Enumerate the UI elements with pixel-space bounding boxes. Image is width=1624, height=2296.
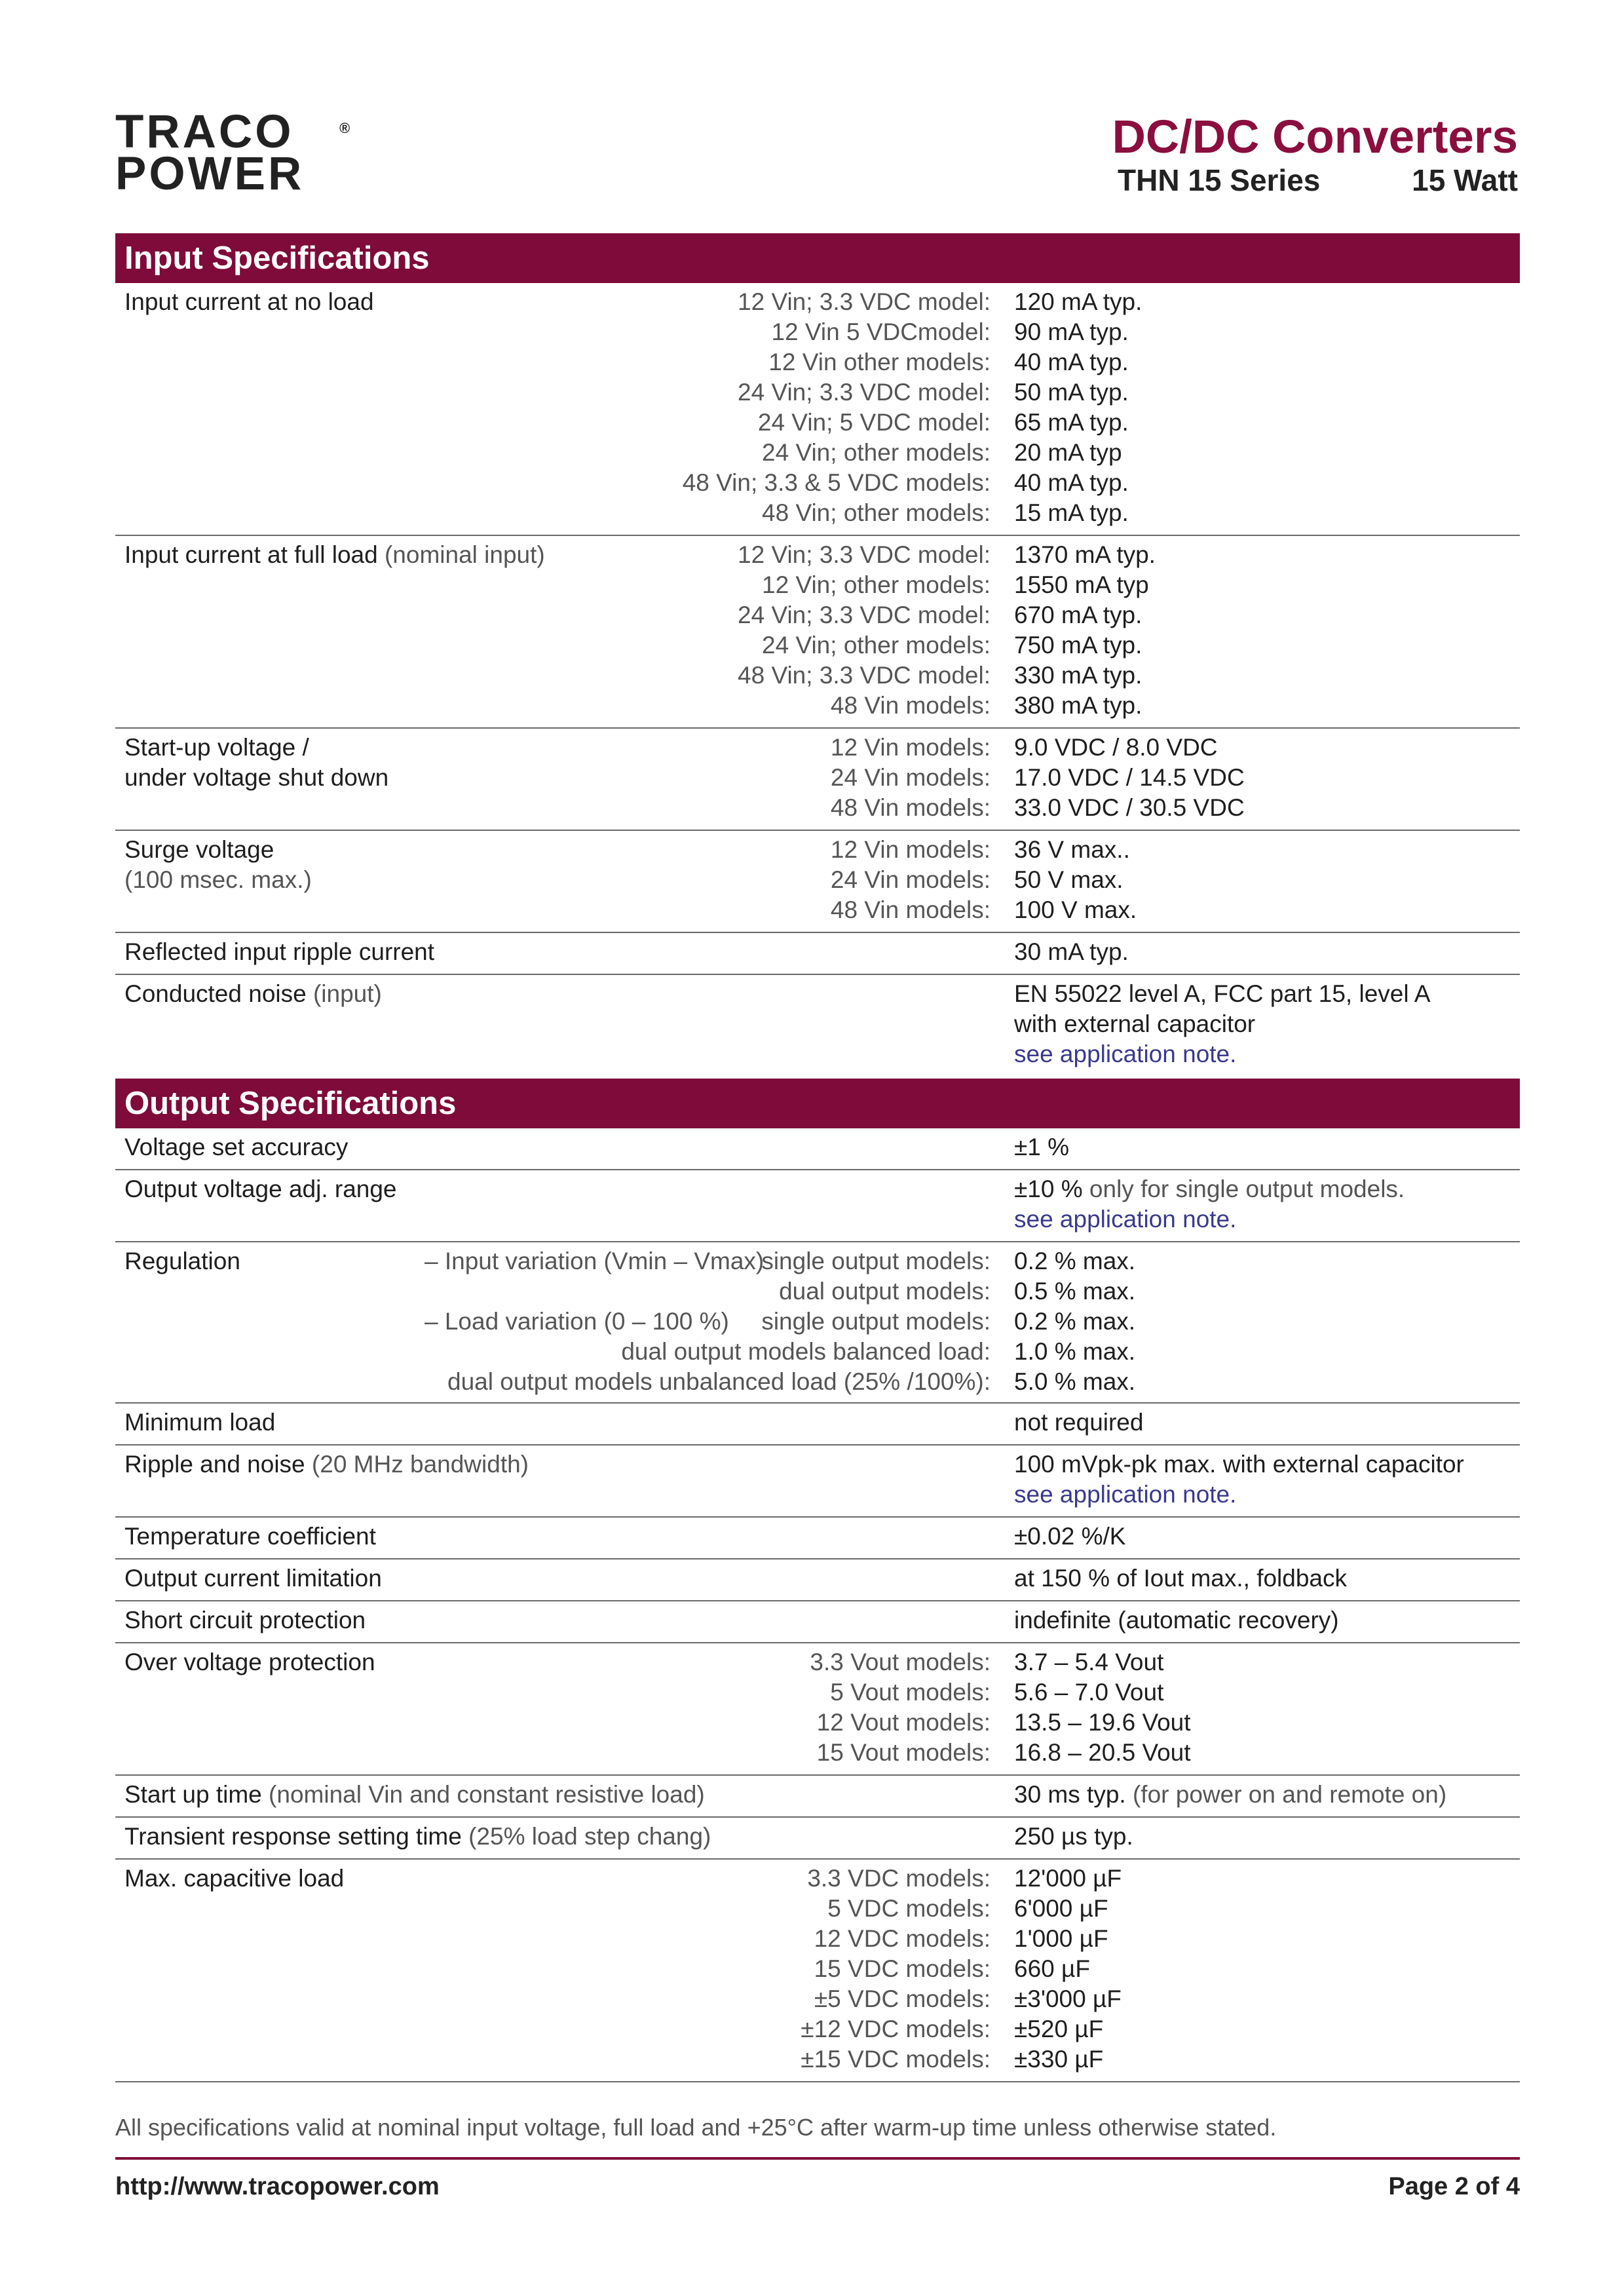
spec-values [1014, 287, 1142, 528]
label-note: (20 MHz bandwidth) [311, 1451, 529, 1478]
spec-label: Max. capacitive load [124, 1865, 345, 1892]
condition: 12 VDC models: [814, 1925, 991, 1952]
logo-line-2: POWER [115, 148, 305, 200]
output-spec-table [115, 1128, 1520, 2082]
value: 1550 mA typ [1014, 571, 1149, 598]
spec-label [124, 979, 382, 1009]
condition: 5 Vout models: [830, 1679, 991, 1706]
spec-label [124, 1822, 711, 1852]
spec-row-full-load [115, 536, 1520, 729]
spec-row-conducted-noise [115, 975, 1520, 1076]
spec-label [124, 540, 545, 570]
value: 5.0 % max. [1014, 1368, 1136, 1395]
spec-conditions [810, 1647, 991, 1768]
spec-label: Output voltage adj. range [124, 1176, 397, 1202]
value: 330 mA typ. [1014, 662, 1142, 689]
condition: ±15 VDC models: [801, 2046, 991, 2073]
spec-label [124, 835, 312, 895]
spec-values [1014, 1174, 1405, 1234]
footnote: All specifications valid at nominal input voltage, full load and +25°C after warm-up time unless otherwise stated. [115, 2114, 1277, 2141]
value: ±330 µF [1014, 2046, 1104, 2073]
label-text: Ripple and noise [124, 1451, 305, 1478]
spec-values [1014, 1449, 1464, 1510]
value-note: only for single output models. [1089, 1176, 1405, 1202]
spec-label: Voltage set accuracy [124, 1134, 349, 1160]
spec-row-reflected-ripple [115, 933, 1520, 975]
footer-divider [115, 2157, 1520, 2160]
condition: 3.3 Vout models: [810, 1649, 991, 1675]
spec-value: 250 µs typ. [1014, 1823, 1133, 1850]
label-line: Surge voltage [124, 836, 274, 863]
value: 20 mA typ [1014, 439, 1122, 466]
spec-row-short-circuit [115, 1601, 1520, 1643]
condition: 24 Vin; other models: [762, 632, 991, 659]
label-note: (25% load step chang) [468, 1823, 711, 1850]
condition: 48 Vin; other models: [762, 499, 991, 526]
spec-label [124, 1780, 705, 1810]
page-title: DC/DC Converters [1112, 111, 1518, 163]
condition: 12 Vin models: [830, 734, 991, 761]
condition: dual output models unbalanced load (25% /100%): [447, 1368, 991, 1395]
spec-row-capacitive-load [115, 1860, 1520, 2082]
condition: 48 Vin models: [830, 692, 991, 719]
condition: 3.3 VDC models: [807, 1865, 991, 1892]
value: 50 mA typ. [1014, 379, 1129, 406]
value: 16.8 – 20.5 Vout [1014, 1739, 1191, 1766]
spec-row-transient-response [115, 1818, 1520, 1860]
value: ±520 µF [1014, 2016, 1104, 2042]
tracopower-logo [115, 106, 350, 200]
spec-conditions [831, 835, 991, 925]
value-note: (for power on and remote on) [1132, 1781, 1447, 1808]
condition: 12 Vin; 3.3 VDC model: [738, 288, 991, 315]
value-main: 30 ms typ. [1014, 1781, 1126, 1808]
spec-label: Temperature coefficient [124, 1523, 376, 1550]
spec-values [1014, 540, 1156, 721]
value: 3.7 – 5.4 Vout [1014, 1649, 1164, 1675]
condition: 48 Vin; 3.3 & 5 VDC models: [682, 469, 991, 496]
condition: 48 Vin models: [830, 896, 991, 923]
value: EN 55022 level A, FCC part 15, level A [1014, 980, 1431, 1007]
condition: 15 Vout models: [816, 1739, 991, 1766]
spec-label: Output current limitation [124, 1565, 382, 1592]
value: 750 mA typ. [1014, 632, 1142, 659]
spec-label [124, 733, 388, 793]
value: 1'000 µF [1014, 1925, 1108, 1952]
value: 6'000 µF [1014, 1895, 1108, 1922]
spec-values [1014, 1864, 1122, 2075]
value: 670 mA typ. [1014, 602, 1142, 628]
value: 1370 mA typ. [1014, 541, 1156, 568]
value: 660 µF [1014, 1955, 1090, 1982]
label-note: (nominal Vin and constant resistive load) [269, 1781, 705, 1808]
value: 100 mVpk-pk max. with external capacitor [1014, 1451, 1464, 1478]
value-main: ±10 % [1014, 1176, 1083, 1202]
label-text: Transient response setting time [124, 1823, 462, 1850]
condition: 48 Vin models: [830, 794, 991, 821]
spec-label: Short circuit protection [124, 1607, 366, 1634]
spec-label: Input current at no load [124, 288, 374, 315]
logo-registered-mark: ® [339, 120, 350, 136]
spec-label: Reflected input ripple current [124, 938, 435, 965]
application-note-link[interactable]: see application note. [1014, 1041, 1237, 1067]
spec-label: Minimum load [124, 1409, 276, 1436]
condition: 12 Vout models: [816, 1709, 991, 1736]
condition: 12 Vin models: [830, 836, 991, 863]
condition: single output models: [761, 1248, 991, 1274]
spec-values [1014, 835, 1137, 925]
power-rating: 15 Watt [1412, 163, 1518, 197]
website-link[interactable]: http://www.tracopower.com [115, 2173, 440, 2200]
value [1014, 1174, 1405, 1204]
condition: 24 Vin models: [830, 764, 991, 791]
variation-label: – Input variation (Vmin – Vmax) [425, 1248, 765, 1274]
value: 40 mA typ. [1014, 469, 1129, 496]
label-line: Start-up voltage / [124, 734, 309, 761]
value: 0.5 % max. [1014, 1278, 1136, 1305]
spec-row-over-voltage-protection [115, 1643, 1520, 1776]
value: 1.0 % max. [1014, 1338, 1136, 1365]
series-name: THN 15 Series [1118, 163, 1321, 197]
condition: dual output models balanced load: [621, 1338, 991, 1365]
label-text: Start up time [124, 1781, 262, 1808]
variation-label: – Load variation (0 – 100 %) [425, 1308, 729, 1335]
spec-value: at 150 % of Iout max., foldback [1014, 1565, 1348, 1592]
condition: 24 Vin; 3.3 VDC model: [738, 602, 991, 628]
value: 33.0 VDC / 30.5 VDC [1014, 794, 1245, 821]
output-specifications-heading: Output Specifications [115, 1079, 1520, 1128]
condition: 12 Vin other models: [768, 349, 991, 375]
spec-value: 30 mA typ. [1014, 938, 1129, 965]
condition: dual output models: [779, 1278, 991, 1305]
label-note: (nominal input) [384, 541, 545, 568]
spec-row-surge-voltage [115, 831, 1520, 933]
spec-value: indefinite (automatic recovery) [1014, 1607, 1339, 1634]
value: 12'000 µF [1014, 1865, 1122, 1892]
label-line: under voltage shut down [124, 764, 389, 791]
value: 13.5 – 19.6 Vout [1014, 1709, 1191, 1736]
value: 0.2 % max. [1014, 1248, 1136, 1274]
spec-value [1014, 1780, 1446, 1810]
spec-values [1014, 733, 1245, 823]
spec-row-ripple-noise [115, 1445, 1520, 1518]
spec-row-current-limitation [115, 1559, 1520, 1601]
value: 100 V max. [1014, 896, 1137, 923]
condition: 5 VDC models: [827, 1895, 991, 1922]
value: 0.2 % max. [1014, 1308, 1136, 1335]
condition: ±12 VDC models: [801, 2016, 991, 2042]
page-number: Page 2 of 4 [1388, 2173, 1520, 2200]
condition: single output models: [761, 1308, 991, 1335]
value: 5.6 – 7.0 Vout [1014, 1679, 1164, 1706]
spec-values [1014, 1647, 1191, 1768]
value: ±3'000 µF [1014, 1985, 1122, 2012]
spec-row-regulation [115, 1242, 1520, 1404]
value: 40 mA typ. [1014, 349, 1129, 375]
input-spec-table [115, 283, 1520, 1076]
spec-label: Regulation [124, 1248, 240, 1274]
spec-row-startup-voltage [115, 729, 1520, 831]
spec-value: not required [1014, 1409, 1144, 1436]
condition: 24 Vin models: [830, 866, 991, 893]
spec-conditions [683, 287, 991, 528]
spec-conditions [447, 1246, 991, 1397]
spec-values [1014, 979, 1431, 1069]
value: 380 mA typ. [1014, 692, 1142, 719]
value: 36 V max.. [1014, 836, 1130, 863]
condition: 24 Vin; 3.3 VDC model: [738, 379, 991, 406]
label-note: (input) [312, 980, 382, 1007]
input-specifications-heading: Input Specifications [115, 233, 1520, 283]
value: 120 mA typ. [1014, 288, 1142, 315]
application-note-link[interactable]: see application note. [1014, 1481, 1237, 1508]
value: 90 mA typ. [1014, 318, 1129, 345]
spec-row-no-load [115, 283, 1520, 536]
spec-value: ±0.02 %/K [1014, 1523, 1126, 1550]
value: 65 mA typ. [1014, 409, 1129, 436]
condition: ±5 VDC models: [814, 1985, 991, 2012]
value: with external capacitor [1014, 1010, 1256, 1037]
spec-value: ±1 % [1014, 1134, 1070, 1160]
condition: 12 Vin; 3.3 VDC model: [738, 541, 991, 568]
condition: 12 Vin 5 VDCmodel: [771, 318, 991, 345]
value: 17.0 VDC / 14.5 VDC [1014, 764, 1245, 791]
label-note: (100 msec. max.) [124, 866, 312, 893]
value: 50 V max. [1014, 866, 1124, 893]
label-text: Input current at full load [124, 541, 378, 568]
condition: 24 Vin; 5 VDC model: [757, 409, 991, 436]
spec-label: Over voltage protection [124, 1649, 375, 1675]
value: 9.0 VDC / 8.0 VDC [1014, 734, 1218, 761]
spec-conditions [831, 733, 991, 823]
condition: 12 Vin; other models: [762, 571, 991, 598]
spec-row-startup-time [115, 1776, 1520, 1818]
condition: 15 VDC models: [814, 1955, 991, 1982]
spec-row-minimum-load [115, 1404, 1520, 1445]
spec-row-voltage-adj [115, 1170, 1520, 1242]
logo-line-1: TRACO [115, 106, 294, 158]
condition: 24 Vin; other models: [762, 439, 991, 466]
spec-conditions [738, 540, 991, 721]
value: 15 mA typ. [1014, 499, 1129, 526]
condition: 48 Vin; 3.3 VDC model: [738, 662, 991, 689]
application-note-link[interactable]: see application note. [1014, 1206, 1237, 1233]
spec-label [124, 1449, 529, 1480]
spec-row-voltage-accuracy [115, 1128, 1520, 1170]
spec-values [1014, 1246, 1135, 1397]
spec-row-temperature-coefficient [115, 1518, 1520, 1559]
label-text: Conducted noise [124, 980, 307, 1007]
spec-conditions [801, 1864, 991, 2075]
